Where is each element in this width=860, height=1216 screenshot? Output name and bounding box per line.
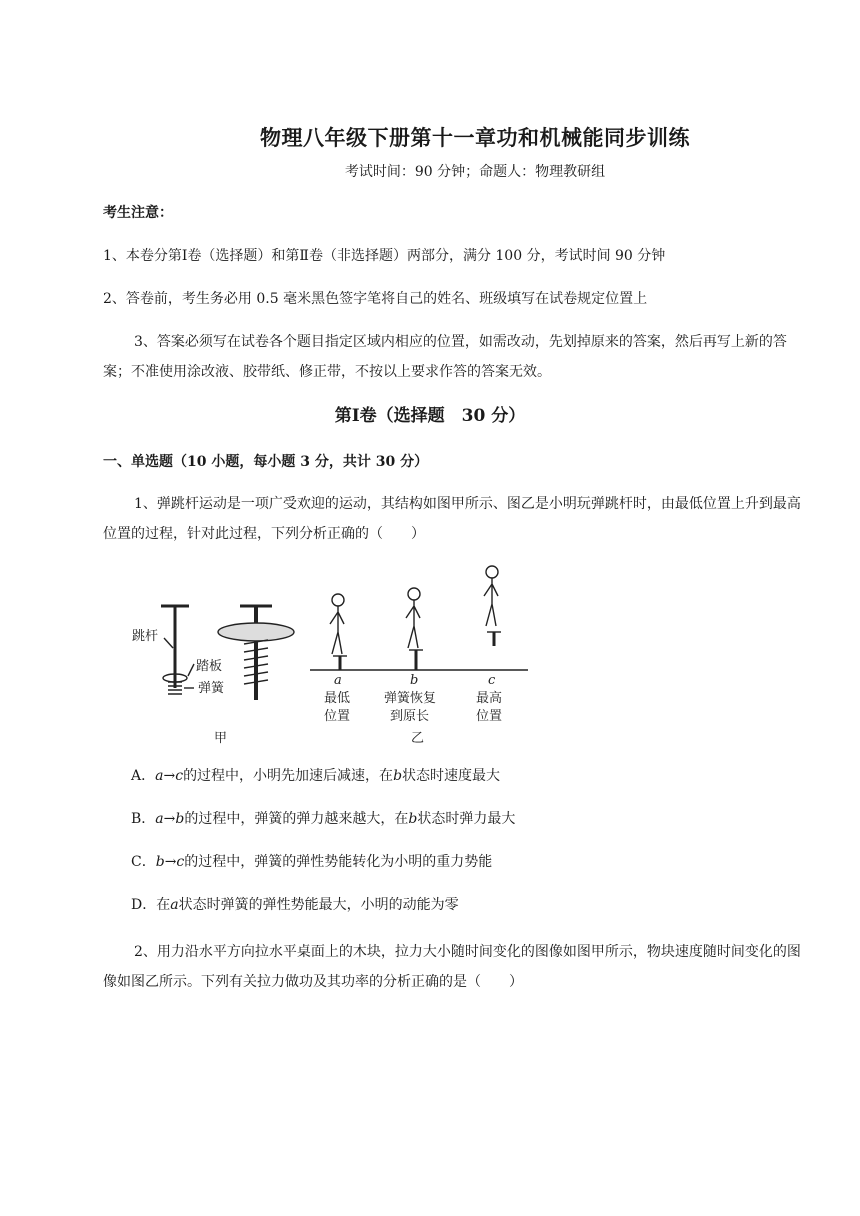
- notice-item-1: 1、本卷分第Ⅰ卷（选择题）和第Ⅱ卷（非选择题）两部分，满分 100 分，考试时间 90 分钟: [103, 248, 666, 264]
- state-a-line2: 位置: [324, 709, 351, 724]
- option-d-prefix: D．在: [131, 897, 171, 913]
- state-b-line1: 弹簧恢复: [384, 691, 437, 706]
- question-2-stem: 2、用力沿水平方向拉水平桌面上的木块，拉力大小随时间变化的图像如图甲所示，物块速度随时间变化的图像如图乙所示。下列有关拉力做功及其功率的分析正确的是（ ）: [103, 944, 801, 990]
- state-a-line1: 最低: [324, 691, 351, 706]
- label-pole: 跳杆: [132, 629, 159, 644]
- label-pedal: 踏板: [196, 659, 223, 674]
- label-spring: 弹簧: [198, 681, 225, 696]
- var: a: [170, 897, 179, 913]
- var: c: [176, 854, 185, 870]
- var: a: [155, 768, 164, 784]
- option-a-text: 的过程中，小明先加速后减速，在: [183, 768, 394, 784]
- option-a-tail: 状态时速度最大: [402, 768, 501, 784]
- caption-jia: 甲: [214, 731, 228, 746]
- option-c[interactable]: [131, 850, 811, 874]
- state-c-line1: 最高: [476, 691, 503, 706]
- var: b: [175, 811, 185, 827]
- var: b: [393, 768, 403, 784]
- var: b: [155, 854, 165, 870]
- section-title: 第Ⅰ卷（选择题 30 分）: [334, 406, 526, 426]
- option-a[interactable]: [131, 764, 811, 788]
- option-c-text: 的过程中，弹簧的弹性势能转化为小明的重力势能: [184, 854, 493, 870]
- arrow: →: [163, 768, 176, 784]
- state-b-line2: 到原长: [390, 709, 430, 724]
- pogo-stick-figure: [128, 560, 538, 750]
- state-c-line2: 位置: [476, 709, 503, 724]
- var: a: [155, 811, 164, 827]
- option-b-prefix: B．: [131, 811, 156, 827]
- caption-yi: 乙: [411, 731, 425, 746]
- arrow: →: [164, 854, 177, 870]
- option-b[interactable]: [131, 807, 811, 831]
- arrow: →: [163, 811, 176, 827]
- notice-heading: 考生注意：: [103, 205, 173, 221]
- option-d[interactable]: [131, 893, 811, 917]
- question-1-stem: 1、弹跳杆运动是一项广受欢迎的运动，其结构如图甲所示、图乙是小明玩弹跳杆时，由最低位置上升到最高位置的过程，针对此过程，下列分析正确的（ ）: [103, 496, 801, 542]
- state-b: b: [410, 673, 419, 688]
- var: c: [175, 768, 184, 784]
- part-heading: 一、单选题（10 小题，每小题 3 分，共计 30 分）: [103, 454, 429, 470]
- option-b-text: 的过程中，弹簧的弹力越来越大，在: [184, 811, 409, 827]
- exam-info: 考试时间：90 分钟；命题人：物理教研组: [344, 164, 606, 180]
- state-a: a: [334, 673, 342, 688]
- state-c: c: [488, 673, 496, 688]
- notice-item-3: 3、答案必须写在试卷各个题目指定区域内相应的位置，如需改动，先划掉原来的答案，然后再写上新的答案；不准使用涂改液、胶带纸、修正带，不按以上要求作答的答案无效。: [103, 334, 787, 380]
- option-a-prefix: A．: [131, 768, 156, 784]
- var: b: [408, 811, 418, 827]
- page-title: 物理八年级下册第十一章功和机械能同步训练: [260, 125, 690, 150]
- notice-item-2: 2、答卷前，考生务必用 0.5 毫米黑色签字笔将自己的姓名、班级填写在试卷规定位置上: [103, 291, 648, 307]
- option-b-tail: 状态时弹力最大: [417, 811, 516, 827]
- option-d-text: 状态时弹簧的弹性势能最大，小明的动能为零: [178, 897, 459, 913]
- option-c-prefix: C．: [131, 854, 156, 870]
